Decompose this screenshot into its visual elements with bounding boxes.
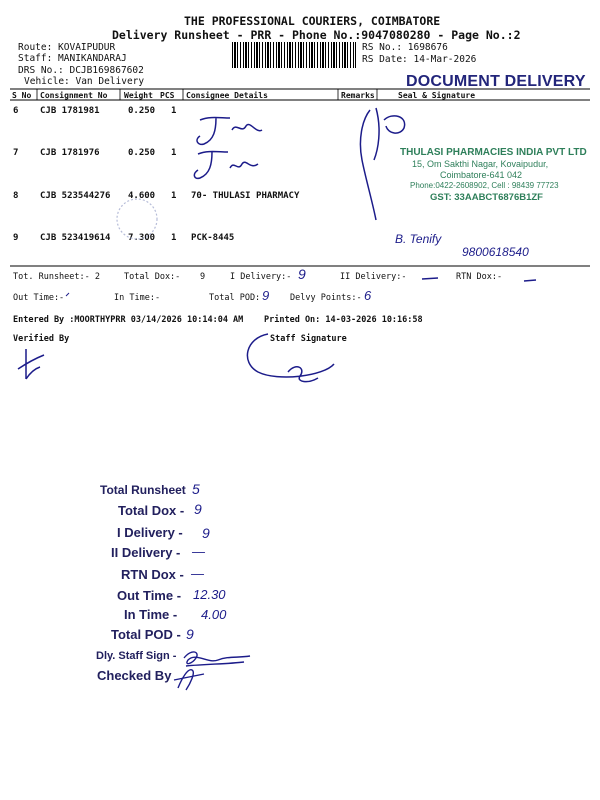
ink-out-time-value: 12.30 — [193, 587, 226, 602]
staff-signature-label: Staff Signature — [270, 334, 347, 344]
rs-number: RS No.: 1698676 — [362, 42, 448, 53]
ink-total-dox-value: 9 — [194, 501, 202, 517]
row9-handwritten-phone: 9800618540 — [462, 245, 529, 259]
ink-total-dox-label: Total Dox - — [118, 503, 185, 518]
row-sno: 9 — [13, 233, 19, 243]
ink-in-time-label: In Time - — [124, 607, 178, 622]
row-weight: 0.250 — [128, 148, 156, 158]
row-consignee: 70- THULASI PHARMACY — [191, 191, 300, 201]
ink-dly-staff-sign-label: Dly. Staff Sign - — [96, 650, 177, 662]
total-pod-handwritten: 9 — [262, 288, 270, 303]
row-pcs: 1 — [171, 148, 177, 158]
vehicle: Vehicle: Van Delivery — [24, 76, 145, 87]
verified-by-signature — [10, 345, 50, 395]
i-delivery-label: I Delivery:- — [230, 272, 292, 282]
row-weight: 4.600 — [128, 191, 156, 201]
row-consignment: CJB 523544276 — [40, 191, 111, 201]
col-header-seal: Seal & Signature — [398, 91, 476, 100]
total-dox-value: 9 — [200, 272, 206, 282]
drs-number: DRS No.: DCJB169867602 — [18, 65, 144, 76]
ink-rtn-dox-value: — — [191, 566, 204, 581]
row-consignment: CJB 1781981 — [40, 106, 100, 116]
tot-runsheet: Tot. Runsheet:- 2 — [13, 272, 100, 282]
route: Route: KOVAIPUDUR — [18, 42, 116, 53]
handwritten-dashes — [0, 0, 600, 320]
ink-ii-delivery-label: II Delivery - — [111, 545, 181, 560]
row-sno: 7 — [13, 148, 19, 158]
row-consignment: CJB 523419614 — [40, 233, 111, 243]
ink-total-pod-value: 9 — [186, 626, 194, 642]
col-header-weight: Weight — [124, 91, 153, 100]
rtn-dox-label: RTN Dox:- — [456, 272, 503, 282]
col-header-pcs: PCS — [160, 91, 175, 100]
row-pcs: 1 — [171, 191, 177, 201]
row-pcs: 1 — [171, 233, 177, 243]
delvy-points-handwritten: 6 — [364, 288, 372, 303]
row-weight: 0.250 — [128, 106, 156, 116]
ink-i-delivery-label: I Delivery - — [117, 525, 183, 540]
ii-delivery-label: II Delivery:- — [340, 272, 407, 282]
row9-handwritten-signature: B. Tenify — [395, 232, 442, 246]
row-sno: 8 — [13, 191, 19, 201]
row-sno: 6 — [13, 106, 19, 116]
ink-checked-by-signature — [170, 664, 210, 694]
ink-ii-delivery-value: — — [192, 544, 205, 559]
ink-out-time-label: Out Time - — [117, 588, 182, 603]
total-dox-label: Total Dox:- — [124, 272, 181, 282]
ink-checked-by-label: Checked By — [97, 668, 172, 683]
col-header-sno: S No — [12, 91, 32, 100]
ink-total-runsheet-value: 5 — [192, 481, 200, 497]
delvy-points-label: Delvy Points:- — [290, 293, 362, 303]
total-pod-label: Total POD: — [209, 293, 261, 303]
company-stamp-line2: 15, Om Sakthi Nagar, Kovaipudur, — [412, 159, 549, 169]
ink-total-runsheet-label: Total Runsheet — [100, 483, 186, 497]
ink-total-pod-label: Total POD - — [111, 627, 181, 642]
ink-rtn-dox-label: RTN Dox - — [121, 567, 184, 582]
company-stamp-line4: Phone:0422-2608902, Cell : 98439 77723 — [410, 181, 559, 190]
company-stamp-line3: Coimbatore-641 042 — [440, 170, 523, 180]
staff-signature — [238, 328, 348, 388]
rs-date: RS Date: 14-Mar-2026 — [362, 54, 477, 65]
document-delivery-stamp: DOCUMENT DELIVERY — [406, 73, 586, 90]
verified-by: Verified By — [13, 334, 70, 344]
printed-on: Printed On: 14-03-2026 10:16:58 — [264, 315, 423, 325]
out-time-label: Out Time:- — [13, 293, 65, 303]
in-time-label: In Time:- — [114, 293, 161, 303]
ink-in-time-value: 4.00 — [201, 607, 227, 622]
row-weight: 7.300 — [128, 233, 156, 243]
row-consignee: PCK-8445 — [191, 233, 235, 243]
company-stamp-line5: GST: 33AABCT6876B1ZF — [430, 192, 543, 203]
company-stamp-line1: THULASI PHARMACIES INDIA PVT LTD — [400, 147, 587, 158]
i-delivery-handwritten: 9 — [298, 266, 306, 282]
company-title: THE PROFESSIONAL COURIERS, COIMBATORE — [184, 14, 441, 28]
entered-by: Entered By :MOORTHYPRR 03/14/2026 10:14:04 AM — [13, 315, 244, 325]
col-header-consignee: Consignee Details — [186, 91, 268, 100]
row-consignment: CJB 1781976 — [40, 148, 100, 158]
col-header-consignment: Consignment No — [40, 91, 108, 100]
ink-i-delivery-value: 9 — [202, 525, 210, 541]
row-pcs: 1 — [171, 106, 177, 116]
runsheet-subtitle: Delivery Runsheet - PRR - Phone No.:9047080280 - Page No.:2 — [112, 28, 521, 42]
col-header-remarks: Remarks — [341, 91, 375, 100]
staff: Staff: MANIKANDARAJ — [18, 53, 127, 64]
